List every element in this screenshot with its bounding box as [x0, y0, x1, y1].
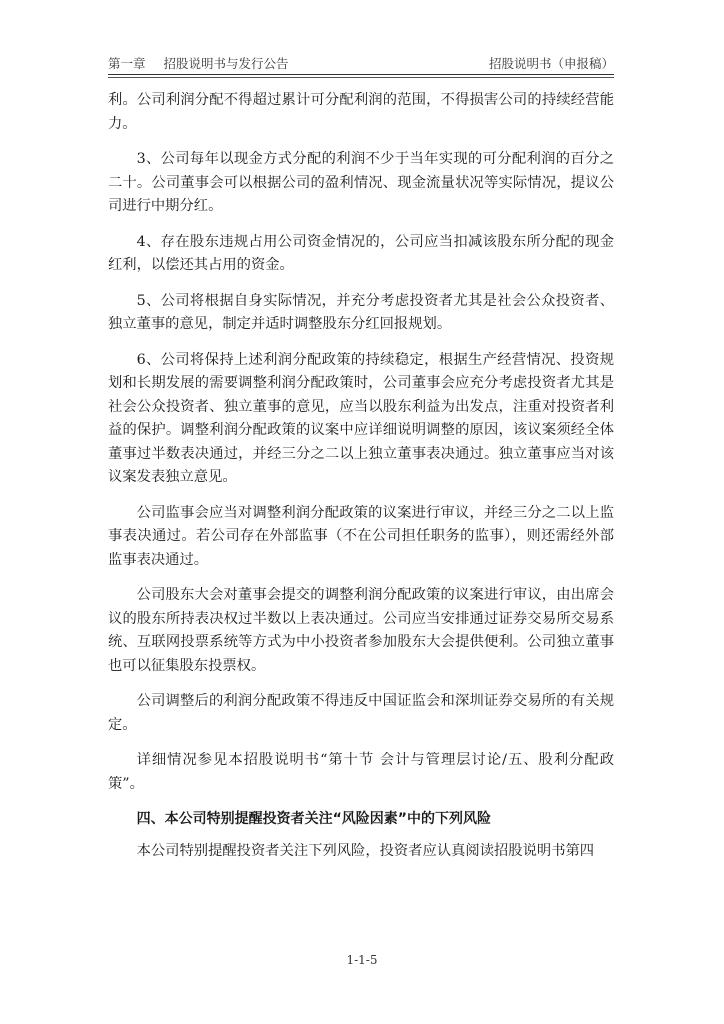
section-heading-risk: 四、本公司特别提醒投资者关注“风险因素”中的下列风险	[136, 811, 491, 827]
paragraph-compliance: 公司调整后的利润分配政策不得违反中国证监会和深圳证券交易所的有关规定。	[108, 693, 614, 733]
header-chapter-title: 招股说明书与发行公告	[163, 56, 289, 71]
page-header	[108, 50, 614, 75]
header-chapter: 第一章	[108, 56, 146, 71]
document-body	[108, 89, 614, 875]
paragraph-risk-intro: 本公司特别提醒投资者关注下列风险，投资者应认真阅读招股说明书第四	[136, 842, 595, 859]
paragraph-item-3: 3、公司每年以现金方式分配的利润不少于当年实现的可分配利润的百分之二十。公司董事会可以根据公司的盈利情况、现金流量状况等实际情况，提议公司进行中期分红。	[108, 151, 614, 214]
page-number: 1-1-5	[346, 953, 378, 967]
paragraph-supervisory-board: 公司监事会应当对调整利润分配政策的议案进行审议，并经三分之二以上监事表决通过。若公司存在外部监事（不在公司担任职务的监事），则还需经外部监事表决通过。	[108, 504, 614, 568]
paragraph-shareholders-meeting: 公司股东大会对董事会提交的调整利润分配政策的议案进行审议，由出席会议的股东所持表决权过半数以上表决通过。公司应当安排通过证券交易所交易系统、互联网投票系统等方式为中小投资者参加股东大会提供便利。公司独立董事也可以征集股东投票权。	[108, 587, 614, 674]
header-doc-title: 招股说明书（申报稿）	[488, 56, 614, 71]
paragraph-item-6: 6、公司将保持上述利润分配政策的持续稳定，根据生产经营情况、投资规划和长期发展的需要调整利润分配政策时，公司董事会应充分考虑投资者尤其是社会公众投资者、独立董事的意见，应当以股东利益为出发点，注重对投资者利益的保护。调整利润分配政策的议案中应详细说明调整的原因，该议案须经全体董事过半数表决通过，并经三分之二以上独立董事表决通过。独立董事应当对该议案发表独立意见。	[108, 351, 614, 485]
paragraph-reference: 详细情况参见本招股说明书“第十节 会计与管理层讨论/五、股利分配政策”。	[108, 752, 614, 792]
paragraph-item-5: 5、公司将根据自身实际情况，并充分考虑投资者尤其是社会公众投资者、独立董事的意见，制定并适时调整股东分红回报规划。	[108, 292, 614, 332]
header-left	[108, 54, 289, 72]
paragraph-continuation: 利。公司利润分配不得超过累计可分配利润的范围，不得损害公司的持续经营能力。	[108, 92, 614, 132]
paragraph-item-4: 4、存在股东违规占用公司资金情况的，公司应当扣减该股东所分配的现金红利，以偿还其占用的资金。	[108, 233, 614, 273]
